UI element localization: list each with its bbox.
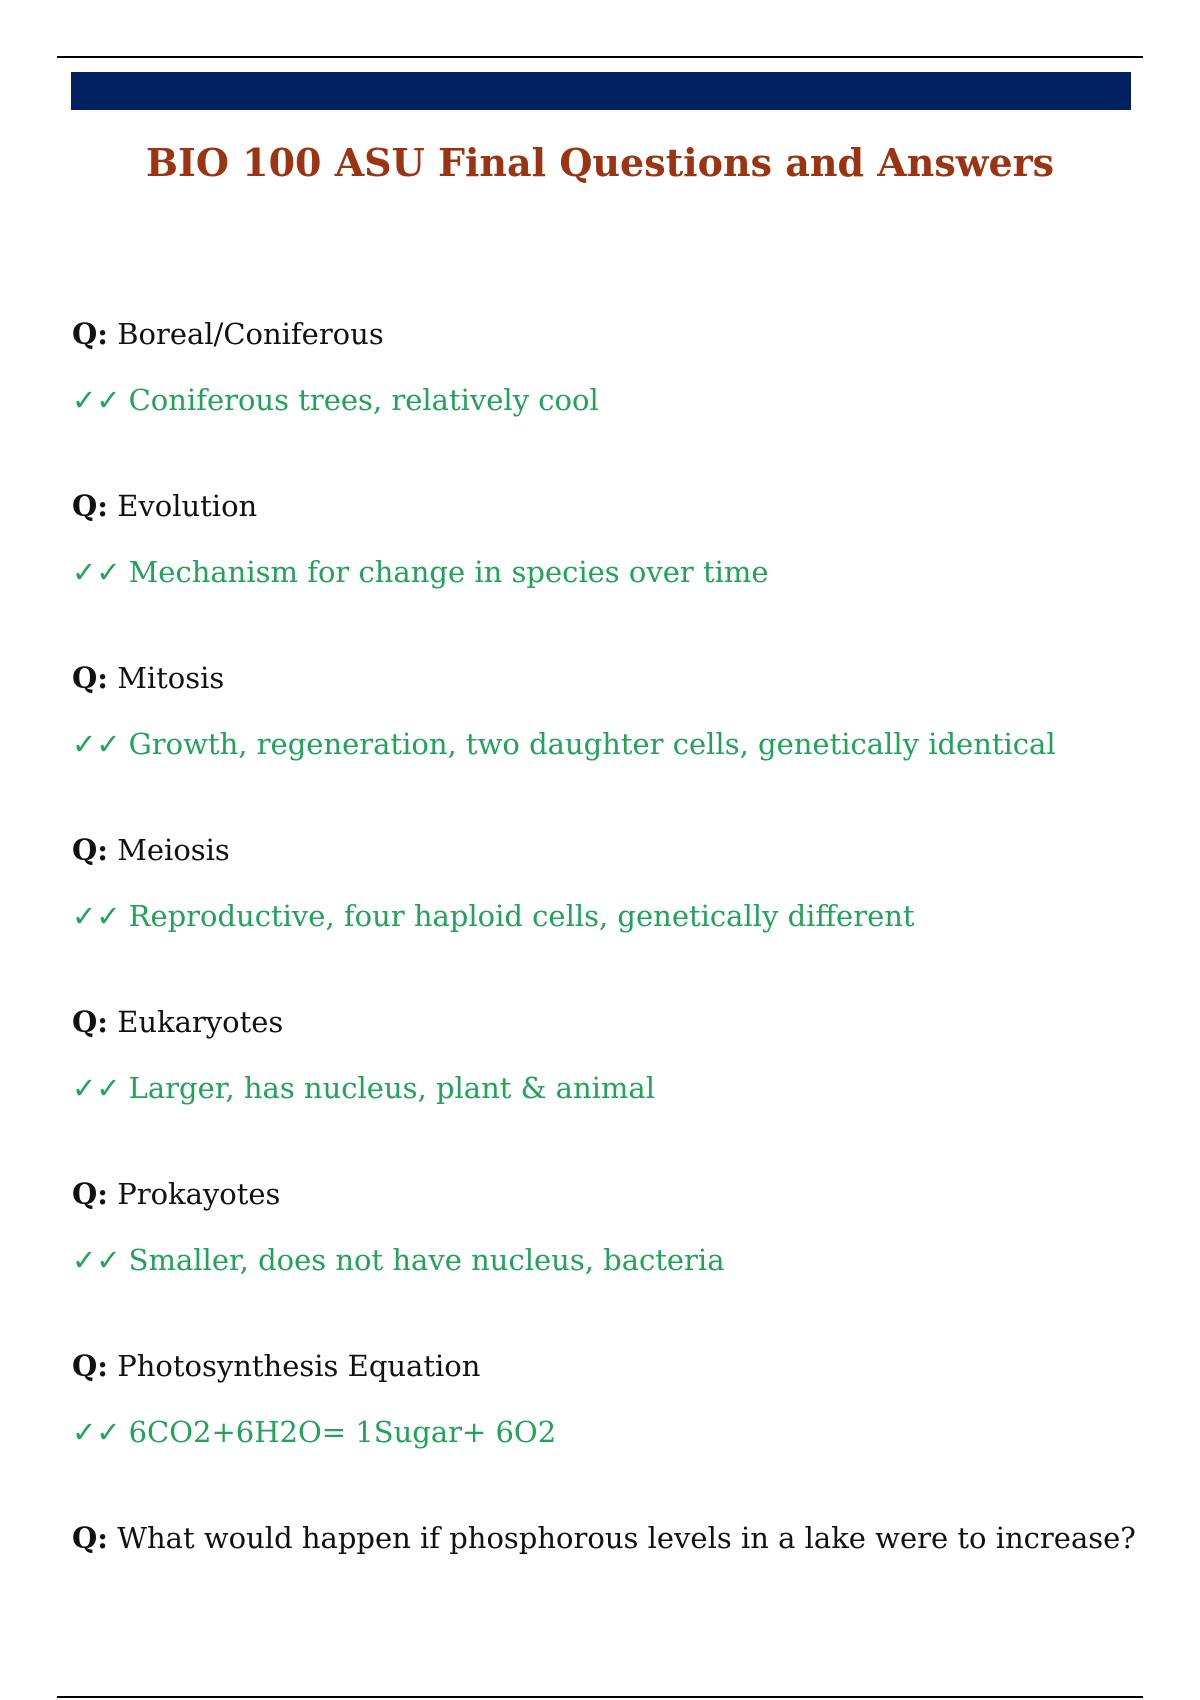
qa-item [72,1172,1152,1344]
double-check-icon: ✓✓ [72,1071,121,1105]
double-check-icon: ✓✓ [72,383,121,417]
qa-item [72,1516,1152,1688]
top-rule [57,56,1143,58]
bottom-rule [57,1696,1143,1698]
question-text: Mitosis [117,661,225,695]
question-label: Q: [72,1177,108,1211]
qa-item [72,1000,1152,1172]
question [72,484,257,528]
question-text: Meiosis [117,833,230,867]
double-check-icon: ✓✓ [72,1415,121,1449]
double-check-icon: ✓✓ [72,555,121,589]
double-check-icon: ✓✓ [72,727,121,761]
question-label: Q: [72,833,108,867]
question-label: Q: [72,1521,108,1555]
question-label: Q: [72,661,108,695]
answer [72,722,1056,766]
answer-text: 6CO2+6H2O= 1Sugar+ 6O2 [128,1415,557,1449]
answer-text: Growth, regeneration, two daughter cells, genetically identical [128,727,1056,761]
answer-text: Mechanism for change in species over time [128,555,769,589]
question-text: What would happen if phosphorous levels in a lake were to increase? [117,1521,1136,1555]
question-text: Evolution [117,489,258,523]
question-label: Q: [72,489,108,523]
answer-text: Reproductive, four haploid cells, genetically different [128,899,915,933]
answer [72,1410,556,1454]
question [72,828,230,872]
question [72,1344,480,1388]
qa-item [72,656,1152,828]
question-text: Boreal/Coniferous [117,317,384,351]
qa-item [72,1344,1152,1516]
answer-text: Coniferous trees, relatively cool [128,383,599,417]
header-band [71,72,1131,110]
answer-text: Larger, has nucleus, plant & animal [128,1071,655,1105]
question-label: Q: [72,1349,108,1383]
question [72,656,224,700]
qa-item [72,312,1152,484]
answer [72,378,599,422]
question [72,1000,283,1044]
document-title: BIO 100 ASU Final Questions and Answers [145,140,1055,185]
double-check-icon: ✓✓ [72,899,121,933]
answer [72,1238,724,1282]
question-label: Q: [72,1005,108,1039]
qa-item [72,484,1152,656]
question [72,1172,280,1216]
question-text: Photosynthesis Equation [117,1349,481,1383]
answer [72,550,769,594]
question-label: Q: [72,317,108,351]
question [72,312,384,356]
question-text: Eukaryotes [117,1005,284,1039]
double-check-icon: ✓✓ [72,1243,121,1277]
qa-list [72,312,1152,1688]
answer-text: Smaller, does not have nucleus, bacteria [128,1243,725,1277]
question-text: Prokayotes [117,1177,281,1211]
qa-item [72,828,1152,1000]
answer [72,1066,655,1110]
question [72,1516,1136,1560]
answer [72,894,915,938]
